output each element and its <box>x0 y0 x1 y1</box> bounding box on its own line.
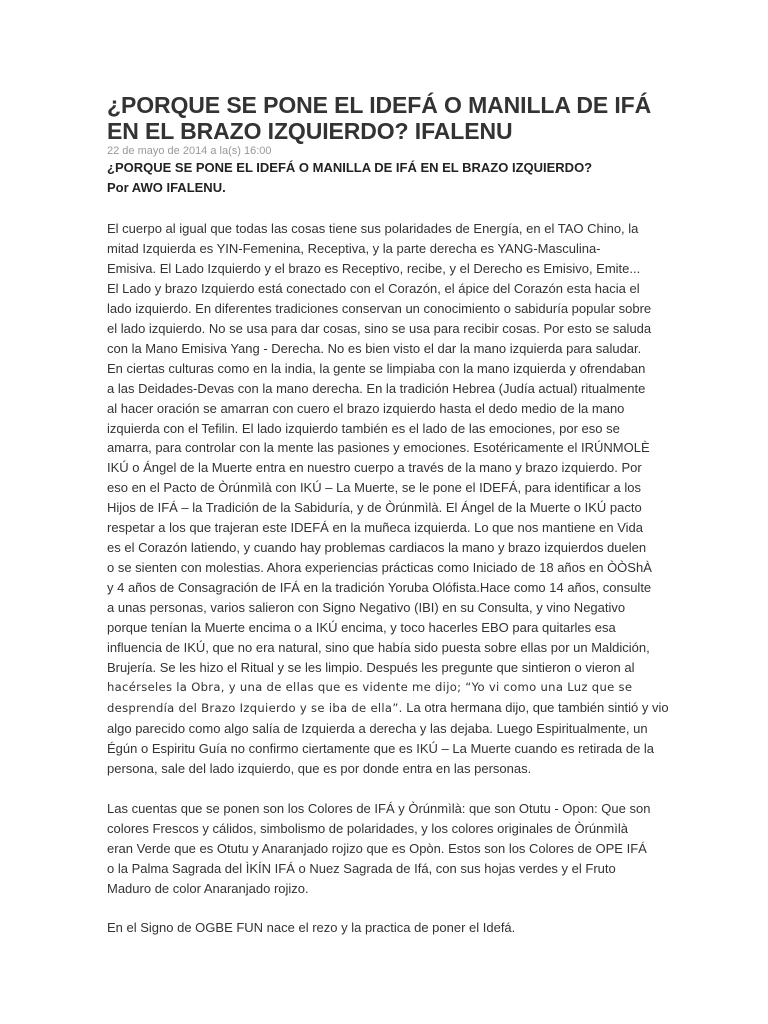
subhead-line-1: ¿PORQUE SE PONE EL IDEFÁ O MANILLA DE IFÁ EN EL BRAZO IZQUIERDO? <box>107 160 593 175</box>
text-line: IKÚ o Ángel de la Muerte entra en nuestro cuerpo a través de la mano y brazo izquierdo. Por <box>107 460 642 476</box>
text-line: a las Deidades-Devas con la mano derecha. En la tradición Hebrea (Judía actual) ritualmente <box>107 380 646 396</box>
text-line: eran Verde que es Otutu y Anaranjado rojizo que es Opòn. Estos son los Colores de OPE IFÁ <box>107 840 647 856</box>
text-line: izquierda con el Tefilin. El lado izquierdo también es el lado de las emociones, por eso se <box>107 420 620 436</box>
text-line: mitad Izquierda es YIN-Femenina, Receptiva, y la parte derecha es YANG-Masculina- <box>107 240 601 256</box>
article-title <box>107 92 663 144</box>
text-line: En el Signo de OGBE FUN nace el rezo y la practica de poner el Idefá. <box>107 920 516 936</box>
article-body <box>107 219 669 938</box>
text-line: Las cuentas que se ponen son los Colores de IFÁ y Òrúnmìlà: que son Otutu - Opon: Que son <box>107 800 651 816</box>
text-line: con la Mano Emisiva Yang - Derecha. No es bien visto el dar la mano izquierda para saludar. <box>107 340 642 356</box>
quote-fragment: desprendía del Brazo Izquierdo y se iba de ella”. <box>107 700 403 715</box>
text-line: amarra, para controlar con la mente las pasiones y emociones. Esotéricamente el IRÚNMOLÈ <box>107 440 650 456</box>
article <box>107 92 669 958</box>
text-line: y 4 años de Consagración de IFÁ en la tradición Yoruba Olófista.Hace como 14 años, consulte <box>107 580 652 596</box>
paragraph-1 <box>107 219 669 779</box>
text-line: o se sienten con molestias. Ahora experiencias prácticas como Iniciado de 18 años en ÒÒShÀ <box>107 560 652 576</box>
subhead-line-2: Por AWO IFALENU. <box>107 180 226 195</box>
title-line-1: ¿PORQUE SE PONE EL IDEFÁ O MANILLA DE IFÁ <box>107 92 652 118</box>
paragraph-3 <box>107 918 663 938</box>
quote-tail: La otra hermana dijo, que también sintió y vio <box>402 699 669 715</box>
text-line: respetar a los que trajeran este IDEFÁ en la muñeca izquierda. Lo que nos mantiene en Vida <box>107 520 643 536</box>
text-line: o la Palma Sagrada del ÌKÍN IFÁ o Nuez Sagrada de Ifá, con sus hojas verdes y el Fruto <box>107 860 616 876</box>
text-line: el lado izquierdo. No se usa para dar cosas, sino se usa para recibir cosas. Por esto se saluda <box>107 320 652 336</box>
text-line: eso en el Pacto de Òrúnmìlà con IKÚ – La Muerte, se le pone el IDEFÁ, para identificar a los <box>107 480 642 496</box>
text-line: persona, sale del lado izquierdo, que es por donde entra en las personas. <box>107 760 532 776</box>
text-line: lado izquierdo. En diferentes tradiciones conservan un conocimiento o sabiduría popular sobre <box>107 300 652 316</box>
text-line: influencia de IKÚ, que no era natural, sino que había sido puesta sobre ellas por un Maldición, <box>107 640 650 656</box>
text-line: al hacer oración se amarran con cuero el brazo izquierdo hasta el dedo medio de la mano <box>107 400 625 416</box>
post-date: 22 de mayo de 2014 a la(s) 16:00 <box>107 145 272 157</box>
text-line: Maduro de color Anaranjado rojizo. <box>107 880 309 896</box>
text-line: es el Corazón latiendo, y cuando hay problemas cardiacos la mano y brazo izquierdos duelen <box>107 540 647 556</box>
text-line: Brujería. Se les hizo el Ritual y se les limpio. Después les pregunte que sintieron o vieron al <box>107 659 635 675</box>
text-line: El Lado y brazo Izquierdo está conectado con el Corazón, el ápice del Corazón esta hacia el <box>107 280 640 296</box>
text-line-quote-mixed <box>107 698 669 719</box>
text-line: El cuerpo al igual que todas las cosas tiene sus polaridades de Energía, en el TAO Chino, la <box>107 221 639 236</box>
text-line: algo parecido como algo salía de Izquierda a derecha y las dejaba. Luego Espiritualmente, un <box>107 720 648 736</box>
text-line: Hijos de IFÁ – la Tradición de la Sabiduría, y de Òrúnmìlà. El Ángel de la Muerte o IKÚ pacto <box>107 500 642 516</box>
title-line-2: EN EL BRAZO IZQUIERDO? IFALENU <box>107 118 513 144</box>
text-line: porque tenían la Muerte encima o a IKÚ encima, y toco hacerles EBO para quitarles esa <box>107 620 616 636</box>
text-line: Emisiva. El Lado Izquierdo y el brazo es Receptivo, recibe, y el Derecho es Emisivo, Emite... <box>107 260 641 276</box>
text-line-quote: hacérseles la Obra, y una de ellas que es vidente me dijo; “Yo vi como una Luz que se <box>107 679 633 694</box>
paragraph-2 <box>107 799 663 899</box>
text-line: a unas personas, varios salieron con Signo Negativo (IBI) en su Consulta, y vino Negativo <box>107 600 626 616</box>
text-line: En ciertas culturas como en la india, la gente se limpiaba con la mano izquierda y ofrendaban <box>107 360 646 376</box>
article-subheading <box>107 158 663 198</box>
text-line: Égún o Espiritu Guía no confirmo ciertamente que es IKÚ – La Muerte cuando es retirada de la <box>107 740 655 756</box>
text-line: colores Frescos y cálidos, simbolismo de polaridades, y los colores originales de Òrúnmìlà <box>107 820 628 836</box>
